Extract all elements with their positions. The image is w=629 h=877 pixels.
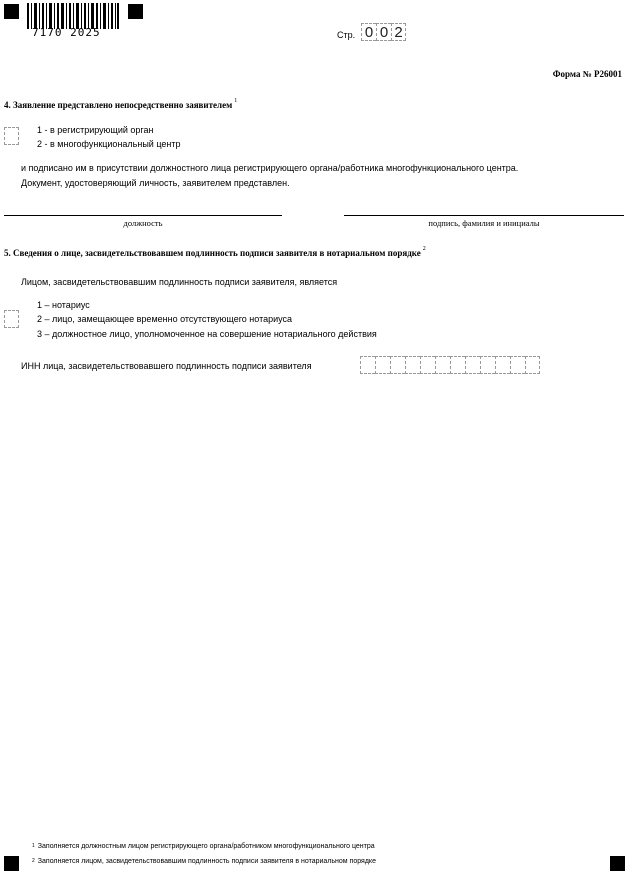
page-number-cells bbox=[361, 23, 406, 41]
inn-cell[interactable] bbox=[435, 356, 450, 374]
position-line[interactable] bbox=[4, 215, 282, 216]
inn-cell[interactable] bbox=[480, 356, 495, 374]
page-digit: 0 bbox=[361, 23, 376, 41]
footnote-2 bbox=[32, 858, 376, 865]
section4-option-1: 1 - в регистрирующий орган bbox=[37, 125, 154, 135]
section5-option-2: 2 – лицо, замещающее временно отсутствующего нотариуса bbox=[37, 314, 293, 324]
page-digit: 2 bbox=[391, 23, 406, 41]
inn-cell[interactable] bbox=[360, 356, 375, 374]
section4-text-line1: и подписано им в присутствии должностного лица регистрирующего органа/работника многофункционального центра. bbox=[21, 163, 519, 173]
inn-cell[interactable] bbox=[495, 356, 510, 374]
barcode-number: 7170 2025 bbox=[32, 26, 101, 39]
inn-input[interactable] bbox=[360, 356, 540, 374]
footnote-2-text: Заполняется лицом, засвидетельствовавшим подлинность подписи заявителя в нотариальном порядке bbox=[37, 858, 376, 865]
section5-title bbox=[4, 248, 426, 258]
footnote-1-text: Заполняется должностным лицом регистрирующего органа/работником многофункционального центра bbox=[37, 843, 375, 850]
section4-footnote-mark: 1 bbox=[234, 98, 238, 104]
section4-option-2: 2 - в многофункциональный центр bbox=[37, 139, 181, 149]
section5-intro: Лицом, засвидетельствовавшим подлинность подписи заявителя, является bbox=[21, 277, 338, 287]
inn-cell[interactable] bbox=[420, 356, 435, 374]
corner-marker-bottom-right bbox=[610, 856, 625, 871]
section4-text-line2: Документ, удостоверяющий личность, заявителем представлен. bbox=[21, 178, 290, 188]
inn-cell[interactable] bbox=[525, 356, 540, 374]
section5-title-text: 5. Сведения о лице, засвидетельствовавшем подлинность подписи заявителя в нотариальном порядке bbox=[4, 248, 421, 258]
corner-marker-bottom-left bbox=[4, 856, 19, 871]
section5-option-3: 3 – должностное лицо, уполномоченное на совершение нотариального действия bbox=[37, 329, 377, 339]
inn-cell[interactable] bbox=[450, 356, 465, 374]
section5-choice-box[interactable] bbox=[4, 310, 19, 328]
footnote-1 bbox=[32, 843, 375, 850]
section5-option-1: 1 – нотариус bbox=[37, 300, 90, 310]
section5-footnote-mark: 2 bbox=[422, 246, 426, 252]
section4-choice-box[interactable] bbox=[4, 127, 19, 145]
form-id: Форма № Р26001 bbox=[552, 69, 622, 79]
footnote-2-mark: 2 bbox=[32, 858, 35, 864]
corner-marker-top-left bbox=[4, 4, 19, 19]
corner-marker-top-right bbox=[128, 4, 143, 19]
section4-title bbox=[4, 100, 237, 110]
inn-cell[interactable] bbox=[510, 356, 525, 374]
position-caption: должность bbox=[123, 218, 163, 228]
signature-line[interactable] bbox=[344, 215, 624, 216]
inn-label: ИНН лица, засвидетельствовавшего подлинность подписи заявителя bbox=[21, 361, 312, 371]
section4-title-text: 4. Заявление представлено непосредственно заявителем bbox=[4, 100, 233, 110]
inn-cell[interactable] bbox=[375, 356, 390, 374]
page-digit: 0 bbox=[376, 23, 391, 41]
inn-cell[interactable] bbox=[405, 356, 420, 374]
page-number-label: Стр. bbox=[337, 30, 356, 40]
footnote-1-mark: 1 bbox=[32, 843, 35, 849]
inn-cell[interactable] bbox=[390, 356, 405, 374]
inn-cell[interactable] bbox=[465, 356, 480, 374]
signature-caption: подпись, фамилия и инициалы bbox=[428, 218, 540, 228]
